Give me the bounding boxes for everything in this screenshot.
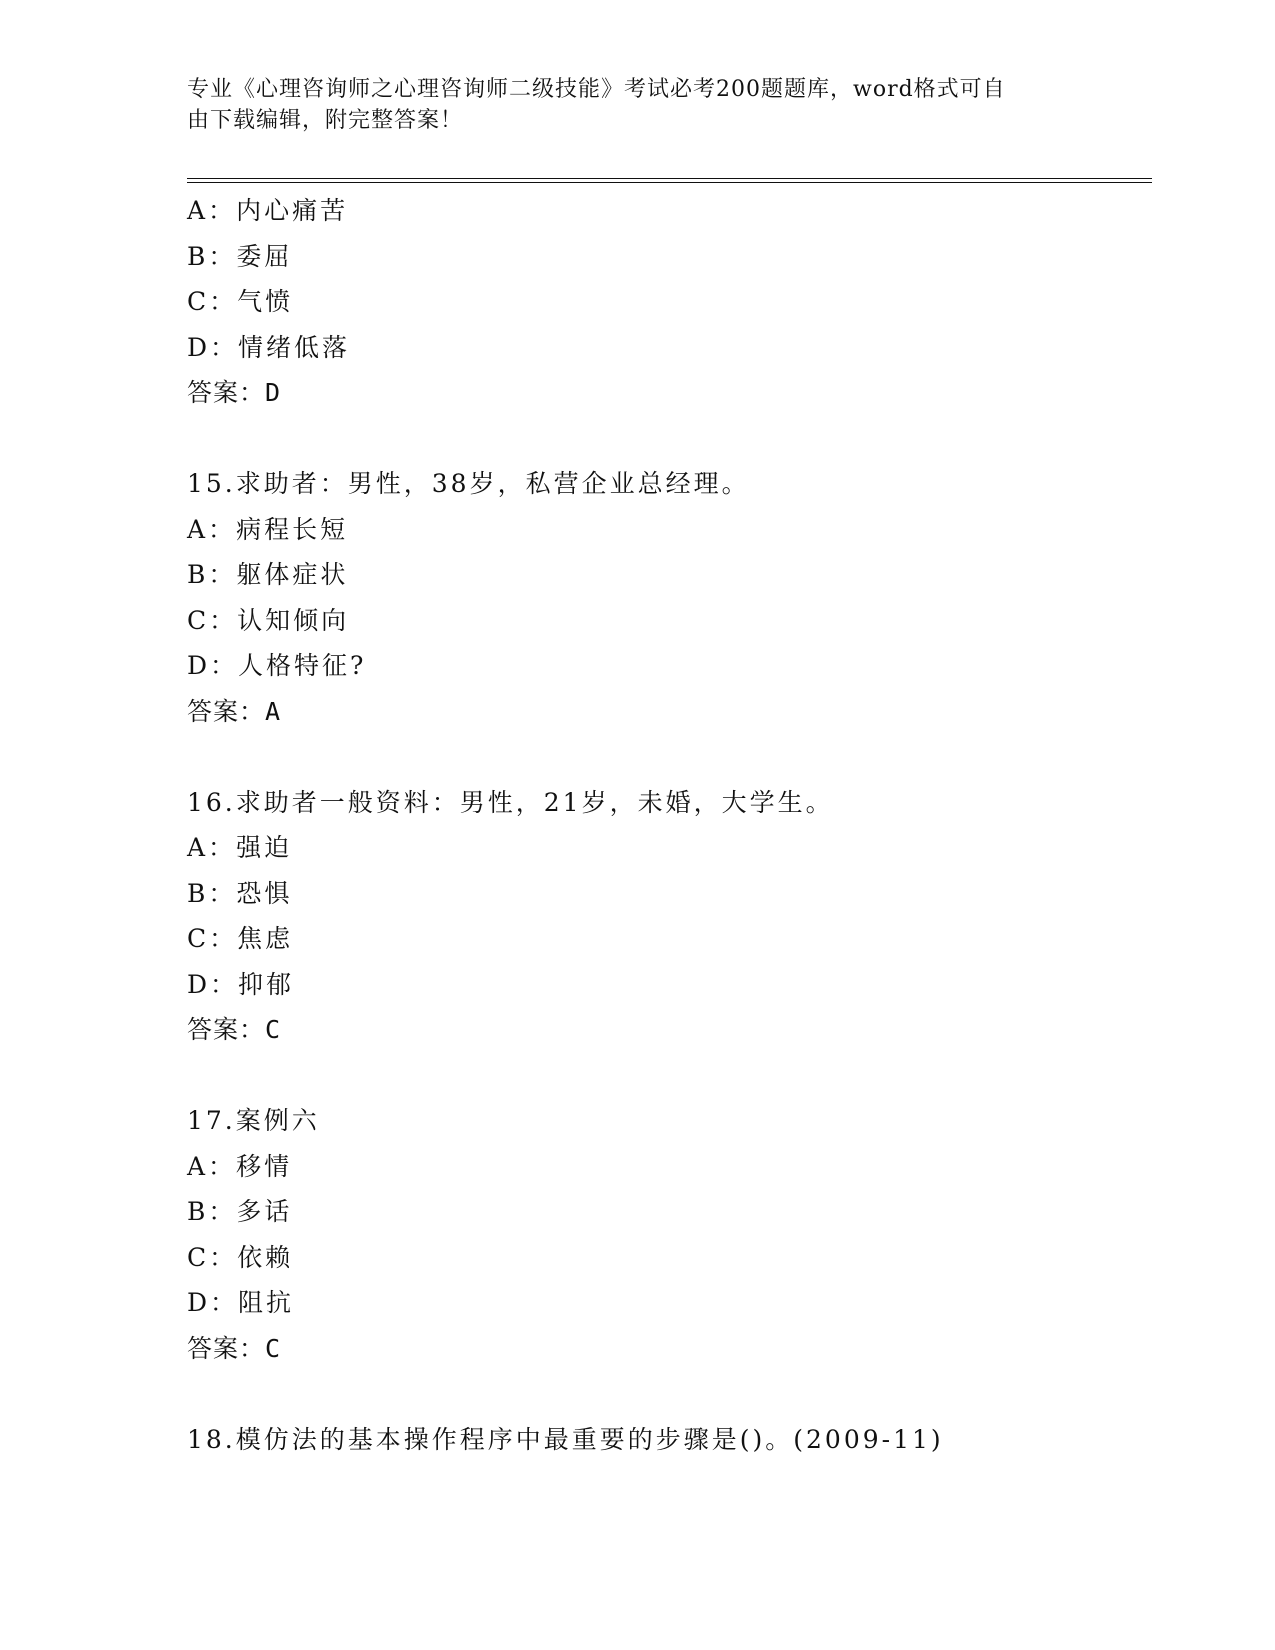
option-text: 多话 <box>236 1197 293 1226</box>
answer-option <box>187 507 1147 553</box>
question-title: 15.求助者：男性，38岁，私营企业总经理。 <box>187 469 750 498</box>
answer-option <box>187 234 1147 280</box>
block-spacer <box>187 1053 1147 1099</box>
answer-option <box>187 552 1147 598</box>
option-key: D： <box>187 332 239 362</box>
question-list <box>187 188 1147 1462</box>
answer-option <box>187 916 1147 962</box>
option-key: A： <box>187 196 237 225</box>
answer-option <box>187 279 1147 325</box>
answer-option <box>187 325 1147 371</box>
document-header <box>187 74 1087 136</box>
option-key: B： <box>187 241 237 271</box>
option-text: 焦虑 <box>237 924 294 953</box>
answer-option <box>187 825 1147 871</box>
header-divider <box>187 178 1152 183</box>
option-key: A： <box>187 514 237 544</box>
option-key: C： <box>187 605 238 635</box>
option-text: 阻抗 <box>238 1288 295 1317</box>
question-title: 16.求助者一般资料：男性，21岁，未婚，大学生。 <box>187 787 834 817</box>
option-text: 抑郁 <box>238 969 295 999</box>
answer-line: 答案：A <box>187 696 282 726</box>
answer-line: 答案：C <box>187 1015 282 1044</box>
answer-option <box>187 1235 1147 1281</box>
answer-option <box>187 871 1147 917</box>
option-key: D： <box>187 969 239 999</box>
block-spacer <box>187 1371 1147 1417</box>
question-title: 18.模仿法的基本操作程序中最重要的步骤是()。(2009-11) <box>187 1424 944 1454</box>
option-key: C： <box>187 1242 238 1272</box>
answer-option <box>187 598 1147 644</box>
header-line-1: 专业《心理咨询师之心理咨询师二级技能》考试必考200题题库，word格式可自 <box>187 77 1006 102</box>
option-text: 移情 <box>236 1151 293 1181</box>
option-text: 气愤 <box>237 287 294 316</box>
option-text: 认知倾向 <box>237 605 350 635</box>
option-text: 情绪低落 <box>238 332 351 362</box>
option-key: D： <box>187 1288 239 1317</box>
answer-option <box>187 643 1147 689</box>
answer-option <box>187 1280 1147 1326</box>
option-text: 委屈 <box>236 241 293 271</box>
answer-option <box>187 188 1147 234</box>
header-line-2: 由下载编辑，附完整答案！ <box>187 108 464 133</box>
option-key: B： <box>187 878 237 908</box>
option-text: 强迫 <box>236 833 293 862</box>
block-spacer <box>187 734 1147 780</box>
question-title: 17.案例六 <box>187 1106 320 1135</box>
answer-option <box>187 962 1147 1008</box>
option-key: A： <box>187 1151 237 1181</box>
block-spacer <box>187 416 1147 462</box>
answer-line: 答案：C <box>187 1333 282 1363</box>
option-key: B： <box>187 560 237 589</box>
option-text: 恐惧 <box>236 878 293 908</box>
option-text: 依赖 <box>237 1242 294 1272</box>
option-key: B： <box>187 1197 237 1226</box>
option-text: 躯体症状 <box>236 560 349 589</box>
option-key: C： <box>187 287 238 316</box>
answer-option <box>187 1189 1147 1235</box>
option-text: 人格特征? <box>238 651 367 680</box>
option-key: A： <box>187 833 237 862</box>
option-text: 病程长短 <box>236 514 349 544</box>
option-key: C： <box>187 924 238 953</box>
option-key: D： <box>187 651 239 680</box>
option-text: 内心痛苦 <box>236 196 349 225</box>
answer-line: 答案：D <box>187 378 282 407</box>
answer-option <box>187 1144 1147 1190</box>
